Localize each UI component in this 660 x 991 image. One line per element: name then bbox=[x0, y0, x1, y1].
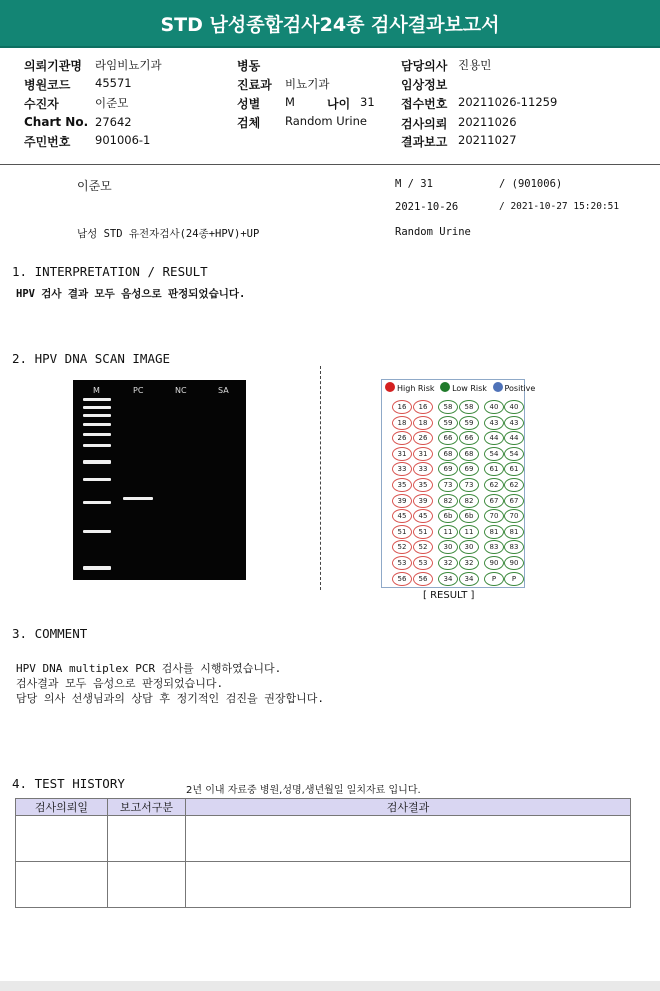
chip-cell: 59 bbox=[459, 416, 479, 430]
header-separator bbox=[0, 164, 660, 165]
chip-cell: 56 bbox=[392, 572, 412, 586]
chip-cell: 69 bbox=[438, 462, 458, 476]
chip-cell: 66 bbox=[459, 431, 479, 445]
table-cell bbox=[16, 816, 108, 862]
label-sex: 성별 bbox=[237, 97, 261, 111]
section-history-title: 4. TEST HISTORY bbox=[12, 776, 125, 791]
label-hospital-code: 병원코드 bbox=[24, 78, 71, 92]
value-specimen: Random Urine bbox=[285, 114, 367, 128]
chip-cell: 31 bbox=[392, 447, 412, 461]
patient-sex-age: M / 31 bbox=[395, 178, 433, 190]
section-interpretation-title: 1. INTERPRETATION / RESULT bbox=[12, 264, 208, 279]
value-receipt-no: 20211026-11259 bbox=[458, 95, 558, 109]
label-clinical-info: 임상정보 bbox=[401, 78, 448, 92]
chip-cell: 26 bbox=[413, 431, 433, 445]
chip-cell: 67 bbox=[504, 494, 524, 508]
chip-cell: 43 bbox=[504, 416, 524, 430]
history-header-row bbox=[16, 799, 631, 816]
gel-lane-sa-label: SA bbox=[218, 386, 229, 395]
chip-cell: 54 bbox=[504, 447, 524, 461]
chip-cell: 6b bbox=[459, 509, 479, 523]
chip-cell: 18 bbox=[392, 416, 412, 430]
value-doctor: 진용민 bbox=[458, 58, 492, 72]
history-table bbox=[15, 798, 631, 908]
divider-dashed bbox=[320, 366, 321, 590]
chip-cell: 45 bbox=[413, 509, 433, 523]
label-resident-no: 주민번호 bbox=[24, 135, 71, 149]
chip-cell: 35 bbox=[413, 478, 433, 492]
chip-cell: P bbox=[484, 572, 504, 586]
chip-cell: 18 bbox=[413, 416, 433, 430]
legend-positive: Positive bbox=[504, 384, 536, 393]
value-department: 비뇨기과 bbox=[285, 77, 330, 91]
chip-cell: 54 bbox=[484, 447, 504, 461]
chip-cell: 39 bbox=[392, 494, 412, 508]
value-org: 라임비뇨기과 bbox=[95, 58, 162, 72]
chip-cell: 33 bbox=[413, 462, 433, 476]
chip-cell: 11 bbox=[459, 525, 479, 539]
chip-cell: P bbox=[504, 572, 524, 586]
chip-cell: 83 bbox=[484, 540, 504, 554]
chip-cell: 53 bbox=[392, 556, 412, 570]
chip-cell: 26 bbox=[392, 431, 412, 445]
chip-cell: 61 bbox=[504, 462, 524, 476]
section-scan-image-title: 2. HPV DNA SCAN IMAGE bbox=[12, 351, 171, 366]
chip-cell: 45 bbox=[392, 509, 412, 523]
chip-cell: 52 bbox=[413, 540, 433, 554]
chip-cell: 70 bbox=[504, 509, 524, 523]
chip-cell: 44 bbox=[504, 431, 524, 445]
chip-cell: 52 bbox=[392, 540, 412, 554]
value-patient: 이준모 bbox=[95, 96, 129, 110]
chip-cell: 32 bbox=[459, 556, 479, 570]
report-datetime: / 2021-10-27 15:20:51 bbox=[499, 201, 620, 212]
chip-cell: 68 bbox=[459, 447, 479, 461]
marker-band bbox=[83, 423, 111, 426]
chip-cell: 81 bbox=[504, 525, 524, 539]
chip-legend bbox=[385, 382, 535, 393]
chip-cell: 30 bbox=[459, 540, 479, 554]
chip-cell: 58 bbox=[459, 400, 479, 414]
chip-cell: 30 bbox=[438, 540, 458, 554]
chip-cell: 51 bbox=[392, 525, 412, 539]
label-chart-no: Chart No. bbox=[24, 115, 89, 129]
chip-cell: 43 bbox=[484, 416, 504, 430]
gel-lane-m-label: M bbox=[93, 386, 100, 395]
table-cell bbox=[186, 816, 631, 862]
positive-dot-icon bbox=[493, 382, 503, 392]
chip-cell: 82 bbox=[459, 494, 479, 508]
marker-band bbox=[83, 398, 111, 401]
chip-cell: 61 bbox=[484, 462, 504, 476]
chip-cell: 32 bbox=[438, 556, 458, 570]
value-request-date: 20211026 bbox=[458, 115, 517, 129]
table-cell bbox=[16, 862, 108, 908]
specimen-type: Random Urine bbox=[395, 226, 471, 238]
chip-cell: 81 bbox=[484, 525, 504, 539]
table-cell bbox=[186, 862, 631, 908]
high-risk-dot-icon bbox=[385, 382, 395, 392]
label-patient: 수진자 bbox=[24, 97, 59, 111]
chip-cell: 70 bbox=[484, 509, 504, 523]
gel-lane-pc-label: PC bbox=[133, 386, 144, 395]
section-comment-title: 3. COMMENT bbox=[12, 626, 88, 641]
legend-low-risk: Low Risk bbox=[452, 384, 487, 393]
chip-cell: 34 bbox=[438, 572, 458, 586]
label-doctor: 담당의사 bbox=[401, 59, 448, 73]
comment-line-3: 담당 의사 선생님과의 상담 후 정기적인 검진을 권장합니다. bbox=[16, 692, 325, 705]
chip-cell: 35 bbox=[392, 478, 412, 492]
patient-name: 이준모 bbox=[77, 179, 112, 193]
chip-cell: 82 bbox=[438, 494, 458, 508]
value-hospital-code: 45571 bbox=[95, 76, 132, 90]
chip-cell: 6b bbox=[438, 509, 458, 523]
chip-cell: 53 bbox=[413, 556, 433, 570]
chip-cell: 56 bbox=[413, 572, 433, 586]
value-age: 31 bbox=[360, 95, 375, 109]
chip-cell: 69 bbox=[459, 462, 479, 476]
chip-cell: 73 bbox=[438, 478, 458, 492]
chip-cell: 39 bbox=[413, 494, 433, 508]
marker-band bbox=[83, 566, 111, 570]
interpretation-text: HPV 검사 결과 모두 음성으로 판정되었습니다. bbox=[16, 288, 246, 300]
chip-cell: 33 bbox=[392, 462, 412, 476]
label-ward: 병동 bbox=[237, 59, 261, 73]
marker-band bbox=[83, 433, 111, 436]
positive-control-band bbox=[123, 497, 153, 500]
marker-band bbox=[83, 414, 111, 417]
chip-cell: 67 bbox=[484, 494, 504, 508]
label-department: 진료과 bbox=[237, 78, 272, 92]
value-report-date: 20211027 bbox=[458, 133, 517, 147]
chip-cell: 40 bbox=[484, 400, 504, 414]
chip-cell: 16 bbox=[413, 400, 433, 414]
report-title: STD 남성종합검사24종 검사결과보고서 bbox=[0, 0, 660, 46]
marker-band bbox=[83, 501, 111, 504]
table-row bbox=[16, 816, 631, 862]
patient-id-suffix: / (901006) bbox=[499, 178, 563, 190]
gel-electrophoresis-image bbox=[73, 380, 246, 580]
chip-cell: 51 bbox=[413, 525, 433, 539]
table-cell bbox=[108, 862, 186, 908]
chip-caption: [ RESULT ] bbox=[423, 590, 475, 601]
label-receipt-no: 접수번호 bbox=[401, 97, 448, 111]
hpv-chip-result bbox=[381, 379, 536, 588]
label-age: 나이 bbox=[327, 97, 351, 111]
chip-cell: 90 bbox=[504, 556, 524, 570]
chip-cell: 68 bbox=[438, 447, 458, 461]
marker-band bbox=[83, 460, 111, 464]
chip-cell: 66 bbox=[438, 431, 458, 445]
legend-high-risk: High Risk bbox=[397, 384, 435, 393]
value-resident-no: 901006-1 bbox=[95, 133, 151, 147]
history-col-request-date: 검사의뢰일 bbox=[16, 799, 108, 816]
chip-cell: 34 bbox=[459, 572, 479, 586]
value-sex: M bbox=[285, 95, 295, 109]
chip-cell: 59 bbox=[438, 416, 458, 430]
label-specimen: 검체 bbox=[237, 116, 261, 130]
title-underline bbox=[0, 46, 660, 48]
marker-band bbox=[83, 530, 111, 533]
comment-line-1: HPV DNA multiplex PCR 검사를 시행하였습니다. bbox=[16, 662, 282, 675]
chip-cell: 90 bbox=[484, 556, 504, 570]
chip-cell: 16 bbox=[392, 400, 412, 414]
table-row bbox=[16, 862, 631, 908]
low-risk-dot-icon bbox=[440, 382, 450, 392]
marker-band bbox=[83, 406, 111, 409]
chip-cell: 83 bbox=[504, 540, 524, 554]
gel-lane-nc-label: NC bbox=[175, 386, 187, 395]
chip-cell: 44 bbox=[484, 431, 504, 445]
chip-cell: 11 bbox=[438, 525, 458, 539]
history-note: 2년 이내 자료중 병원,성명,생년월일 일치자료 입니다. bbox=[186, 785, 421, 796]
history-col-report-type: 보고서구분 bbox=[108, 799, 186, 816]
chip-cell: 40 bbox=[504, 400, 524, 414]
chip-cell: 58 bbox=[438, 400, 458, 414]
receipt-date: 2021-10-26 bbox=[395, 201, 459, 213]
marker-band bbox=[83, 444, 111, 447]
page-bottom-edge bbox=[0, 981, 660, 991]
label-org: 의뢰기관명 bbox=[24, 59, 82, 73]
label-request-date: 검사의뢰 bbox=[401, 117, 448, 131]
comment-line-2: 검사결과 모두 음성으로 판정되었습니다. bbox=[16, 677, 224, 690]
value-chart-no: 27642 bbox=[95, 115, 132, 129]
history-col-result: 검사결과 bbox=[186, 799, 631, 816]
test-name: 남성 STD 유전자검사(24종+HPV)+UP bbox=[77, 228, 260, 240]
chip-cell: 62 bbox=[484, 478, 504, 492]
marker-band bbox=[83, 478, 111, 481]
chip-cell: 62 bbox=[504, 478, 524, 492]
label-report-date: 결과보고 bbox=[401, 135, 448, 149]
chip-cell: 73 bbox=[459, 478, 479, 492]
chip-cell: 31 bbox=[413, 447, 433, 461]
table-cell bbox=[108, 816, 186, 862]
